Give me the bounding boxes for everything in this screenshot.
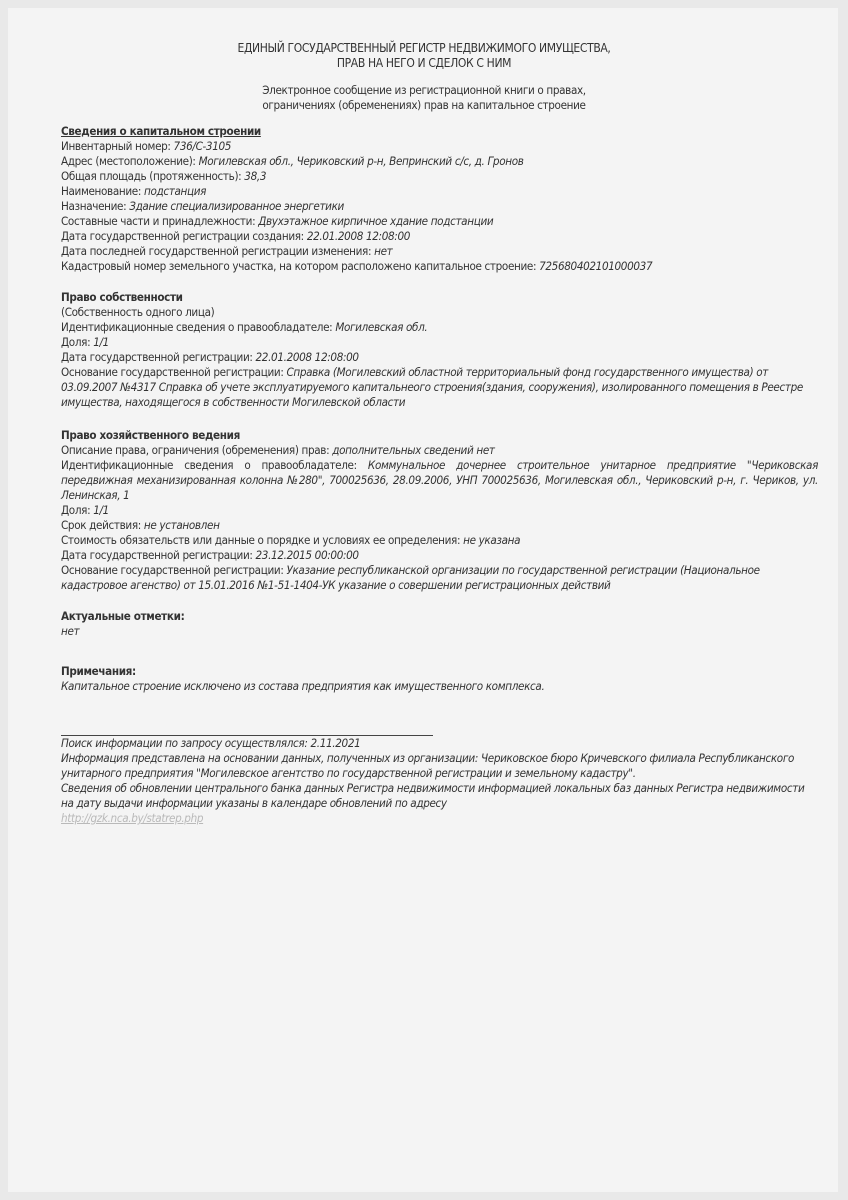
field-value: 1/1 <box>93 503 109 517</box>
field-value: дополнительных сведений нет <box>332 443 495 457</box>
field-value: Здание специализированное энергетики <box>129 199 344 213</box>
ownership-section <box>61 290 818 410</box>
field-row <box>61 259 818 274</box>
field-label: Составные части и принадлежности: <box>61 214 259 228</box>
field-row <box>61 533 818 548</box>
field-row <box>61 184 818 199</box>
field-value: 22.01.2008 12:08:00 <box>255 350 359 364</box>
field-label: Дата последней государственной регистрации изменения: <box>61 244 375 258</box>
field-value: Коммунальное дочернее строительное унитарное предприятие "Чериковская передвижная механизированная колонна №280", 700025636, 28.09.2006, УНП 700025636, Могилевская обл., Чериковский р-н, г. Чериков, ул. Ленинская, 1 <box>61 458 819 502</box>
field-label: Срок действия: <box>61 518 144 532</box>
field-value: нет <box>374 244 393 258</box>
marks-value: нет <box>61 624 80 638</box>
field-label: Идентификационные сведения о правообладателе: <box>61 320 336 334</box>
subtitle-line: ограничениях (обременениях) прав на капитальное строение <box>262 98 586 112</box>
field-value: Справка (Могилевский областной территориальный фонд государственного имущества) от 03.09.2007 №4317 Справка об учете эксплуатируемого капитальнеого строения(здания, сооружения), изолированного помещения в Реестре имущества, находящегося в собственности Могилевской области <box>61 365 803 409</box>
ownership-note: (Собственность одного лица) <box>61 305 215 319</box>
field-label: Идентификационные сведения о правообладателе: <box>61 458 368 472</box>
field-row <box>61 199 818 214</box>
document-subtitle <box>0 83 848 113</box>
field-value: не установлен <box>143 518 220 532</box>
notes-value: Капитальное строение исключено из состава предприятия как имущественного комплекса. <box>61 679 545 693</box>
marks-section <box>61 609 818 639</box>
field-value: Двухэтажное кирпичное хдание подстанции <box>258 214 494 228</box>
field-value: не указана <box>463 533 521 547</box>
section-heading: Право собственности <box>61 290 183 304</box>
field-label: Назначение: <box>61 199 130 213</box>
field-row <box>61 154 818 169</box>
updates-info: Сведения об обновлении центрального банка данных Регистра недвижимости информацией локальных баз данных Регистра недвижимости на дату выдачи информации указаны в календаре обновлений по адресу <box>61 781 805 810</box>
field-value: 725680402101000037 <box>539 259 653 273</box>
field-value: подстанция <box>144 184 207 198</box>
field-row <box>61 244 818 259</box>
field-label: Стоимость обязательств или данные о порядке и условиях ее определения: <box>61 533 464 547</box>
field-row <box>61 365 818 410</box>
field-row <box>61 443 818 458</box>
field-value: Указание республиканской организации по государственной регистрации (Национальное кадастровое агенство) от 15.01.2016 №1-51-1404-УК указание о совершении регистрационных действий <box>61 563 760 592</box>
field-value: 736/С-3105 <box>173 139 232 153</box>
field-label: Основание государственной регистрации: <box>61 365 287 379</box>
field-row <box>61 350 818 365</box>
title-line: ЕДИНЫЙ ГОСУДАРСТВЕННЫЙ РЕГИСТР НЕДВИЖИМОГО ИМУЩЕСТВА, <box>237 41 611 55</box>
section-heading: Сведения о капитальном строении <box>61 124 261 138</box>
field-value: Могилевская обл. <box>335 320 428 334</box>
field-label: Доля: <box>61 335 94 349</box>
field-value: 1/1 <box>93 335 109 349</box>
field-row <box>61 503 818 518</box>
field-value: 38,3 <box>244 169 267 183</box>
field-label: Инвентарный номер: <box>61 139 174 153</box>
field-label: Дата государственной регистрации создания: <box>61 229 307 243</box>
field-row <box>61 139 818 154</box>
economic-section <box>61 428 818 593</box>
title-line: ПРАВ НА НЕГО И СДЕЛОК С НИМ <box>336 56 512 70</box>
field-label: Основание государственной регистрации: <box>61 563 287 577</box>
field-value: 22.01.2008 12:08:00 <box>306 229 411 243</box>
field-label: Общая площадь (протяженность): <box>61 169 245 183</box>
field-row <box>61 518 818 533</box>
field-value: 23.12.2015 00:00:00 <box>255 548 359 562</box>
field-label: Описание права, ограничения (обременения) прав: <box>61 443 333 457</box>
field-row <box>61 563 818 593</box>
document-title <box>0 41 848 71</box>
field-row <box>61 548 818 563</box>
field-label: Кадастровый номер земельного участка, на котором расположено капитальное строение: <box>61 259 540 273</box>
building-section <box>61 124 818 274</box>
field-label: Дата государственной регистрации: <box>61 350 256 364</box>
section-heading: Актуальные отметки: <box>61 609 185 623</box>
search-date: Поиск информации по запросу осуществлялся: 2.11.2021 <box>61 736 361 750</box>
field-label: Наименование: <box>61 184 144 198</box>
field-row <box>61 320 818 335</box>
field-label: Доля: <box>61 503 94 517</box>
field-label: Дата государственной регистрации: <box>61 548 256 562</box>
footer <box>61 736 818 826</box>
section-heading: Право хозяйственного ведения <box>61 428 240 442</box>
source-info: Информация представлена на основании данных, полученных из организации: Чериковское бюро Кричевского филиала Республиканского унитарного предприятия "Могилевское агентство по государственной регистрации и земельному кадастру". <box>61 751 794 780</box>
field-row <box>61 229 818 244</box>
field-value: Могилевская обл., Чериковский р-н, Вепринский с/с, д. Гронов <box>198 154 524 168</box>
field-row <box>61 214 818 229</box>
field-label: Адрес (местоположение): <box>61 154 199 168</box>
field-row <box>61 169 818 184</box>
field-row <box>61 335 818 350</box>
section-heading: Примечания: <box>61 664 136 678</box>
notes-section <box>61 664 818 694</box>
field-row <box>61 458 818 503</box>
statrep-link[interactable]: http://gzk.nca.by/statrep.php <box>61 811 204 825</box>
subtitle-line: Электронное сообщение из регистрационной книги о правах, <box>262 83 586 97</box>
